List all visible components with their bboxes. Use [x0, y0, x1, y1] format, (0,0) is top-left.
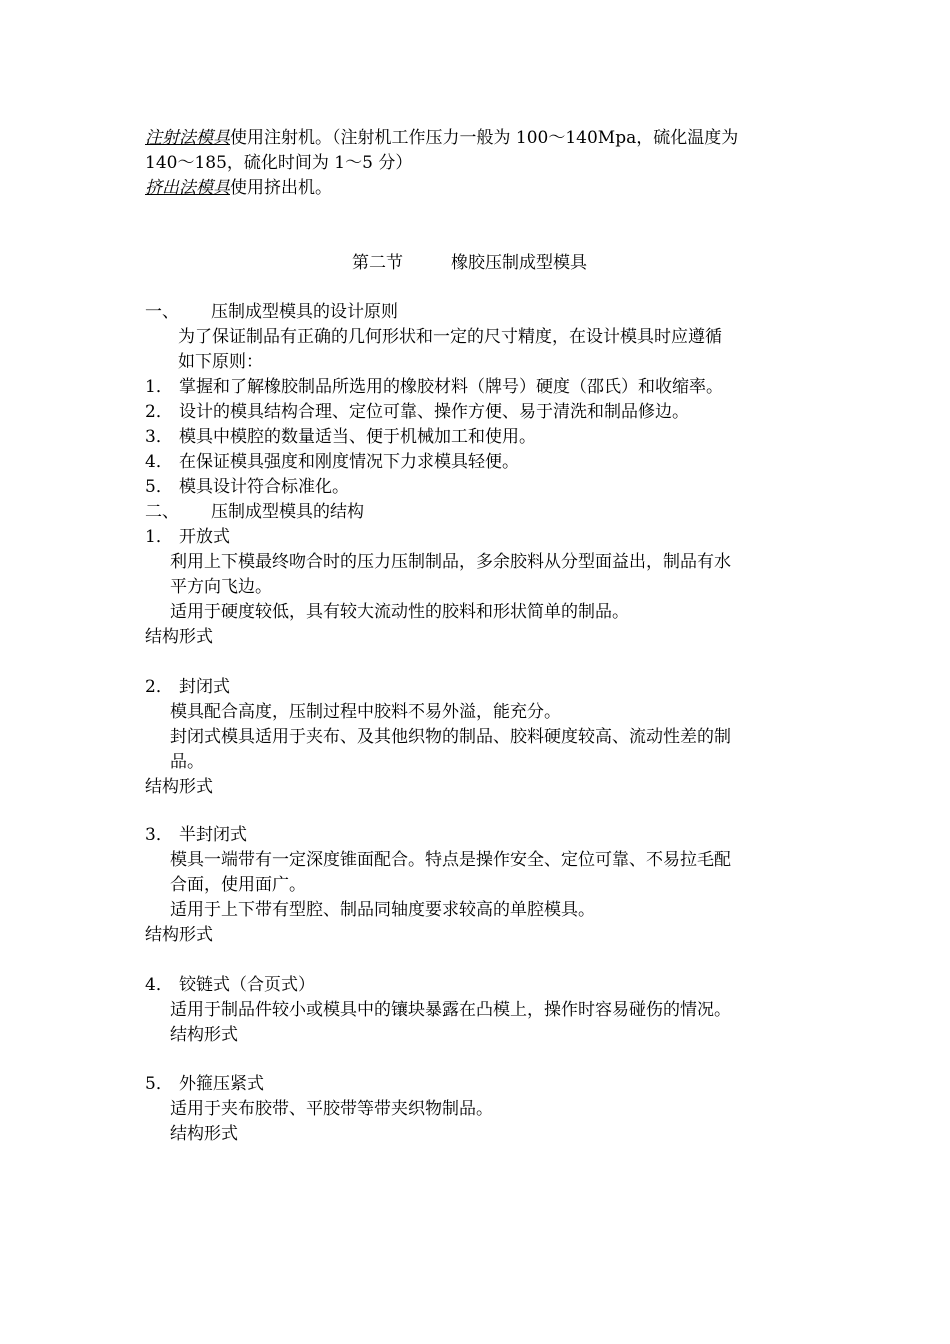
structure-form-label: 结构形式 — [145, 627, 213, 647]
list-item-text: 掌握和了解橡胶制品所选用的橡胶材料（牌号）硬度（邵氏）和收缩率。 — [179, 377, 723, 397]
type-name: 封闭式 — [179, 677, 230, 697]
injection-term: 注射法模具 — [145, 128, 230, 148]
extrusion-paragraph — [145, 176, 332, 200]
type-name: 铰链式（合页式） — [179, 975, 315, 995]
type-desc: 模具一端带有一定深度锥面配合。特点是操作安全、定位可靠、不易拉毛配 — [170, 850, 731, 870]
part2-marker: 二、 — [145, 502, 179, 522]
part1-heading-text: 压制成型模具的设计原则 — [211, 302, 398, 322]
type-desc: 品。 — [170, 752, 204, 772]
part2-heading-text: 压制成型模具的结构 — [211, 502, 364, 522]
type-name: 开放式 — [179, 527, 230, 547]
type-desc: 适用于夹布胶带、平胶带等带夹织物制品。 — [170, 1099, 493, 1119]
type-desc: 合面，使用面广。 — [170, 875, 306, 895]
injection-text-1: 使用注射机。（注射机工作压力一般为 100～140Mpa，硫化温度为 — [230, 128, 739, 148]
extrusion-text: 使用挤出机。 — [230, 178, 332, 198]
type-desc: 封闭式模具适用于夹布、及其他织物的制品、胶料硬度较高、流动性差的制 — [170, 727, 731, 747]
type-heading — [145, 525, 230, 549]
structure-form-label: 结构形式 — [145, 925, 213, 945]
list-item-number: 5． — [145, 477, 173, 497]
type-number: 1． — [145, 527, 173, 547]
type-number: 3． — [145, 825, 173, 845]
type-heading — [145, 973, 315, 997]
type-heading — [145, 1072, 264, 1096]
list-item-text: 在保证模具强度和刚度情况下力求模具轻便。 — [179, 452, 519, 472]
list-item-text: 模具设计符合标准化。 — [179, 477, 349, 497]
type-desc: 适用于硬度较低，具有较大流动性的胶料和形状简单的制品。 — [170, 602, 629, 622]
type-heading — [145, 675, 230, 699]
part1-heading — [145, 300, 398, 324]
part1-intro-2: 如下原则： — [178, 352, 263, 372]
part1-marker: 一、 — [145, 302, 179, 322]
type-desc: 适用于上下带有型腔、制品同轴度要求较高的单腔模具。 — [170, 900, 595, 920]
extrusion-term: 挤出法模具 — [145, 178, 230, 198]
part2-heading — [145, 500, 364, 524]
part1-intro-1: 为了保证制品有正确的几何形状和一定的尺寸精度，在设计模具时应遵循 — [178, 327, 722, 347]
type-number: 4． — [145, 975, 173, 995]
section-number: 第二节 — [352, 253, 403, 273]
list-item-text: 设计的模具结构合理、定位可靠、操作方便、易于清洗和制品修边。 — [179, 402, 689, 422]
section-name: 橡胶压制成型模具 — [451, 253, 587, 273]
type-name: 外箍压紧式 — [179, 1074, 264, 1094]
list-item — [145, 400, 689, 424]
list-item-text: 模具中模腔的数量适当、便于机械加工和使用。 — [179, 427, 536, 447]
list-item-number: 4． — [145, 452, 173, 472]
type-number: 2． — [145, 677, 173, 697]
list-item-number: 3． — [145, 427, 173, 447]
structure-form-label: 结构形式 — [170, 1025, 238, 1045]
type-number: 5． — [145, 1074, 173, 1094]
list-item — [145, 425, 536, 449]
injection-paragraph — [145, 126, 738, 150]
type-desc: 适用于制品件较小或模具中的镶块暴露在凸模上，操作时容易碰伤的情况。 — [170, 1000, 731, 1020]
structure-form-label: 结构形式 — [145, 777, 213, 797]
structure-form-label: 结构形式 — [170, 1124, 238, 1144]
type-desc: 平方向飞边。 — [170, 577, 272, 597]
list-item — [145, 475, 349, 499]
list-item-number: 2． — [145, 402, 173, 422]
type-desc: 利用上下模最终吻合时的压力压制制品，多余胶料从分型面益出，制品有水 — [170, 552, 731, 572]
type-desc: 模具配合高度，压制过程中胶料不易外溢，能充分。 — [170, 702, 561, 722]
type-heading — [145, 823, 247, 847]
injection-text-2: 140～185，硫化时间为 1～5 分） — [145, 153, 413, 173]
section-title — [352, 251, 587, 275]
list-item — [145, 450, 519, 474]
list-item — [145, 375, 723, 399]
type-name: 半封闭式 — [179, 825, 247, 845]
list-item-number: 1． — [145, 377, 173, 397]
